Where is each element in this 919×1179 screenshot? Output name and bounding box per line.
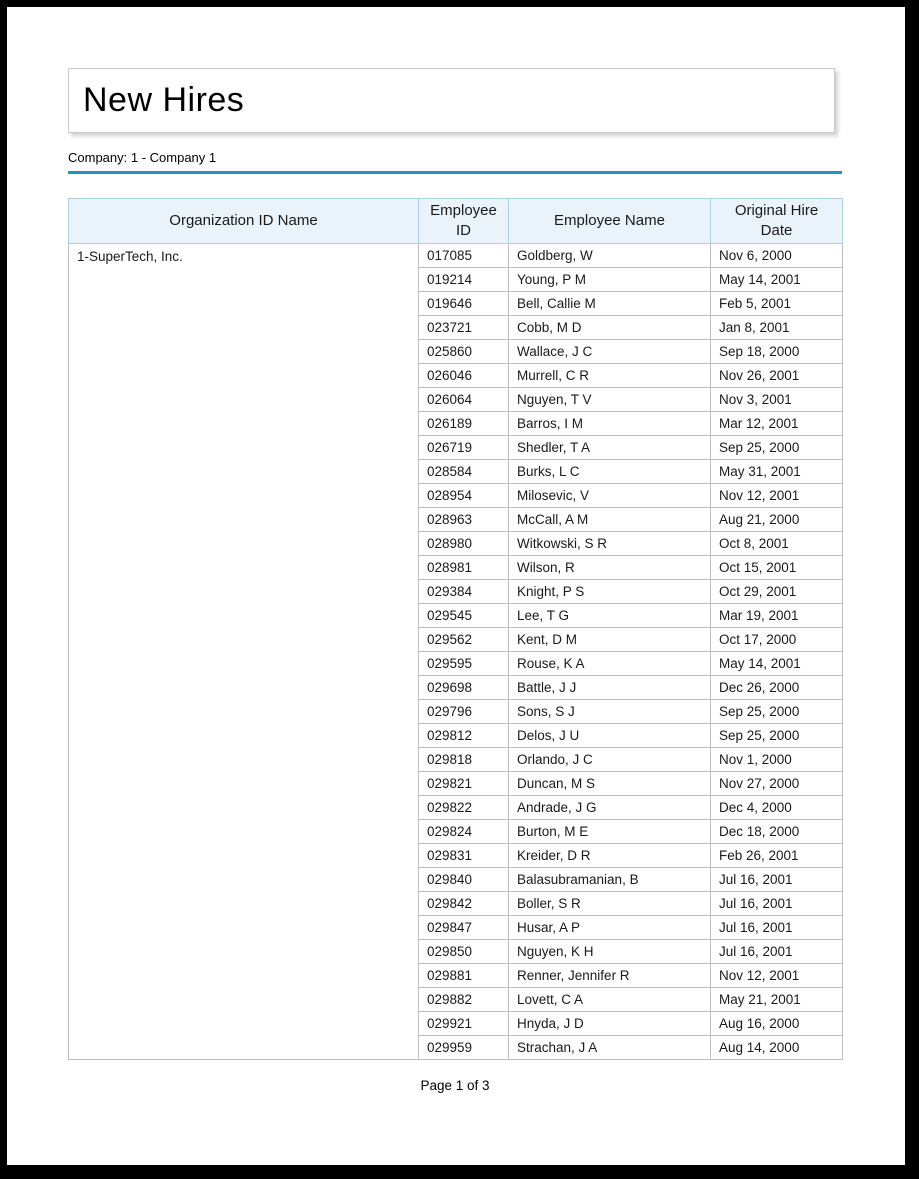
- cell-hire-date: Oct 17, 2000: [711, 628, 843, 652]
- cell-hire-date: Nov 1, 2000: [711, 748, 843, 772]
- cell-employee-name: Kreider, D R: [509, 844, 711, 868]
- page-title: New Hires: [83, 81, 245, 119]
- cell-employee-name: Lee, T G: [509, 604, 711, 628]
- table-header: [69, 199, 843, 244]
- report-content: [7, 7, 905, 1093]
- cell-hire-date: Nov 27, 2000: [711, 772, 843, 796]
- cell-hire-date: May 14, 2001: [711, 268, 843, 292]
- cell-hire-date: Oct 29, 2001: [711, 580, 843, 604]
- cell-employee-id: 029698: [419, 676, 509, 700]
- cell-employee-name: Burks, L C: [509, 460, 711, 484]
- cell-hire-date: May 14, 2001: [711, 652, 843, 676]
- cell-employee-name: Boller, S R: [509, 892, 711, 916]
- cell-employee-name: Kent, D M: [509, 628, 711, 652]
- company-filter-label: Company: 1 - Company 1: [68, 150, 842, 174]
- cell-employee-name: Shedler, T A: [509, 436, 711, 460]
- cell-hire-date: Nov 3, 2001: [711, 388, 843, 412]
- cell-employee-id: 028584: [419, 460, 509, 484]
- cell-employee-name: Renner, Jennifer R: [509, 964, 711, 988]
- column-header-employee-id: Employee ID: [419, 199, 509, 244]
- cell-employee-id: 028963: [419, 508, 509, 532]
- cell-employee-name: Orlando, J C: [509, 748, 711, 772]
- cell-employee-id: 029818: [419, 748, 509, 772]
- cell-employee-name: Wallace, J C: [509, 340, 711, 364]
- cell-hire-date: Aug 21, 2000: [711, 508, 843, 532]
- cell-employee-id: 028954: [419, 484, 509, 508]
- cell-employee-id: 029824: [419, 820, 509, 844]
- cell-hire-date: Oct 15, 2001: [711, 556, 843, 580]
- cell-employee-name: Duncan, M S: [509, 772, 711, 796]
- cell-hire-date: Mar 19, 2001: [711, 604, 843, 628]
- column-header-hire-date: Original Hire Date: [711, 199, 843, 244]
- cell-employee-name: Lovett, C A: [509, 988, 711, 1012]
- cell-employee-name: Milosevic, V: [509, 484, 711, 508]
- cell-employee-name: Sons, S J: [509, 700, 711, 724]
- cell-employee-name: Witkowski, S R: [509, 532, 711, 556]
- cell-employee-id: 023721: [419, 316, 509, 340]
- cell-employee-id: 029959: [419, 1036, 509, 1060]
- cell-hire-date: Nov 6, 2000: [711, 244, 843, 268]
- column-header-employee-name: Employee Name: [509, 199, 711, 244]
- employee-rows: [69, 244, 843, 1060]
- cell-employee-id: 019646: [419, 292, 509, 316]
- cell-hire-date: Aug 14, 2000: [711, 1036, 843, 1060]
- cell-employee-id: 029850: [419, 940, 509, 964]
- cell-employee-id: 029595: [419, 652, 509, 676]
- cell-employee-id: 029796: [419, 700, 509, 724]
- cell-employee-name: Delos, J U: [509, 724, 711, 748]
- cell-hire-date: Nov 12, 2001: [711, 964, 843, 988]
- cell-employee-name: Andrade, J G: [509, 796, 711, 820]
- report-title-box: [68, 68, 835, 133]
- cell-hire-date: Jul 16, 2001: [711, 892, 843, 916]
- cell-employee-id: 026719: [419, 436, 509, 460]
- cell-hire-date: May 21, 2001: [711, 988, 843, 1012]
- cell-employee-id: 026046: [419, 364, 509, 388]
- cell-employee-name: Barros, I M: [509, 412, 711, 436]
- cell-hire-date: Jan 8, 2001: [711, 316, 843, 340]
- cell-employee-name: Battle, J J: [509, 676, 711, 700]
- cell-employee-name: Balasubramanian, B: [509, 868, 711, 892]
- cell-hire-date: Dec 4, 2000: [711, 796, 843, 820]
- cell-employee-name: Nguyen, K H: [509, 940, 711, 964]
- cell-hire-date: Mar 12, 2001: [711, 412, 843, 436]
- cell-employee-id: 029812: [419, 724, 509, 748]
- new-hires-table: [68, 198, 843, 1060]
- cell-employee-name: Murrell, C R: [509, 364, 711, 388]
- cell-employee-name: Wilson, R: [509, 556, 711, 580]
- organization-cell: 1-SuperTech, Inc.: [69, 244, 419, 1060]
- cell-hire-date: Dec 26, 2000: [711, 676, 843, 700]
- cell-employee-id: 029822: [419, 796, 509, 820]
- cell-employee-name: Husar, A P: [509, 916, 711, 940]
- cell-hire-date: Sep 25, 2000: [711, 700, 843, 724]
- cell-employee-name: McCall, A M: [509, 508, 711, 532]
- cell-hire-date: Oct 8, 2001: [711, 532, 843, 556]
- cell-hire-date: Jul 16, 2001: [711, 916, 843, 940]
- cell-employee-id: 029840: [419, 868, 509, 892]
- cell-employee-id: 028981: [419, 556, 509, 580]
- cell-hire-date: Nov 26, 2001: [711, 364, 843, 388]
- cell-hire-date: Feb 26, 2001: [711, 844, 843, 868]
- cell-hire-date: Jul 16, 2001: [711, 868, 843, 892]
- cell-employee-id: 029921: [419, 1012, 509, 1036]
- column-header-organization: Organization ID Name: [69, 199, 419, 244]
- cell-employee-id: 029847: [419, 916, 509, 940]
- cell-employee-id: 026189: [419, 412, 509, 436]
- cell-hire-date: Aug 16, 2000: [711, 1012, 843, 1036]
- cell-hire-date: Jul 16, 2001: [711, 940, 843, 964]
- cell-employee-name: Hnyda, J D: [509, 1012, 711, 1036]
- cell-hire-date: May 31, 2001: [711, 460, 843, 484]
- table-row: [69, 244, 843, 268]
- cell-employee-name: Young, P M: [509, 268, 711, 292]
- cell-employee-id: 029821: [419, 772, 509, 796]
- cell-employee-name: Strachan, J A: [509, 1036, 711, 1060]
- cell-employee-id: 028980: [419, 532, 509, 556]
- cell-employee-name: Goldberg, W: [509, 244, 711, 268]
- cell-employee-id: 029562: [419, 628, 509, 652]
- page-number: Page 1 of 3: [420, 1078, 490, 1093]
- cell-hire-date: Sep 25, 2000: [711, 436, 843, 460]
- cell-employee-id: 029831: [419, 844, 509, 868]
- cell-employee-id: 029384: [419, 580, 509, 604]
- cell-employee-id: 017085: [419, 244, 509, 268]
- cell-employee-id: 029842: [419, 892, 509, 916]
- cell-hire-date: Sep 18, 2000: [711, 340, 843, 364]
- cell-employee-name: Nguyen, T V: [509, 388, 711, 412]
- cell-employee-id: 029545: [419, 604, 509, 628]
- cell-employee-name: Rouse, K A: [509, 652, 711, 676]
- cell-employee-id: 029881: [419, 964, 509, 988]
- cell-hire-date: Dec 18, 2000: [711, 820, 843, 844]
- cell-employee-id: 029882: [419, 988, 509, 1012]
- cell-employee-id: 025860: [419, 340, 509, 364]
- cell-hire-date: Feb 5, 2001: [711, 292, 843, 316]
- cell-employee-name: Burton, M E: [509, 820, 711, 844]
- cell-employee-name: Bell, Callie M: [509, 292, 711, 316]
- cell-employee-id: 026064: [419, 388, 509, 412]
- cell-hire-date: Sep 25, 2000: [711, 724, 843, 748]
- cell-employee-id: 019214: [419, 268, 509, 292]
- cell-employee-name: Cobb, M D: [509, 316, 711, 340]
- cell-employee-name: Knight, P S: [509, 580, 711, 604]
- cell-hire-date: Nov 12, 2001: [711, 484, 843, 508]
